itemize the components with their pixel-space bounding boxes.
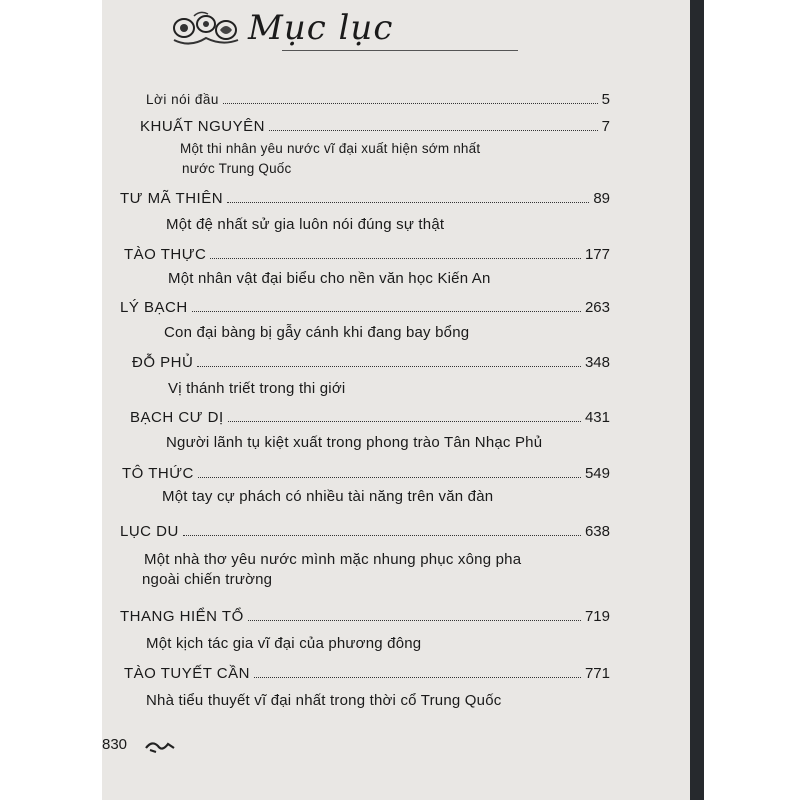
toc-entry-subtitle: ngoài chiến trường bbox=[142, 571, 273, 588]
toc-entry[interactable] bbox=[130, 409, 610, 426]
toc-entry-title: ĐỖ PHỦ bbox=[132, 354, 194, 371]
toc-entry[interactable] bbox=[124, 665, 610, 682]
toc-entry-page: 431 bbox=[584, 409, 610, 426]
toc-entry-title: KHUẤT NGUYÊN bbox=[140, 118, 265, 135]
toc-entry-title: TÀO THỰC bbox=[124, 246, 207, 263]
swirl-ornament-icon bbox=[144, 738, 176, 754]
toc-entry-page: 89 bbox=[593, 190, 610, 207]
dot-leader bbox=[197, 365, 581, 367]
toc-entry-title: THANG HIỂN TỔ bbox=[120, 608, 244, 625]
toc-entry-title: TÔ THỨC bbox=[122, 465, 194, 482]
toc-entry-subtitle: Một tay cự phách có nhiều tài năng trên văn đàn bbox=[162, 488, 494, 505]
dot-leader bbox=[183, 534, 581, 536]
toc-entry-page: 638 bbox=[584, 523, 610, 540]
toc-entry[interactable] bbox=[124, 246, 610, 263]
toc-entry-subtitle: Vị thánh triết trong thi giới bbox=[168, 380, 346, 397]
toc-entry[interactable] bbox=[146, 91, 610, 108]
dot-leader bbox=[223, 102, 598, 104]
toc-entry-page: 5 bbox=[601, 91, 610, 108]
toc-entry-page: 771 bbox=[584, 665, 610, 682]
toc-entry-subtitle: Người lãnh tụ kiệt xuất trong phong trào Tân Nhạc Phủ bbox=[166, 434, 543, 451]
dot-leader bbox=[198, 476, 581, 478]
table-of-contents bbox=[102, 0, 702, 800]
toc-entry-subtitle: Một đệ nhất sử gia luôn nói đúng sự thật bbox=[166, 216, 445, 233]
toc-entry-title: LÝ BẠCH bbox=[120, 299, 188, 316]
toc-entry-title: BẠCH CƯ DỊ bbox=[130, 409, 224, 426]
toc-entry-page: 348 bbox=[584, 354, 610, 371]
page-edge-shadow bbox=[690, 0, 704, 800]
page-title: Mục lục bbox=[248, 8, 394, 48]
dot-leader bbox=[210, 257, 581, 259]
dot-leader bbox=[227, 201, 589, 203]
page-number: 830 bbox=[102, 736, 128, 753]
dot-leader bbox=[248, 619, 581, 621]
toc-entry-title: TƯ MÃ THIÊN bbox=[120, 190, 224, 207]
toc-entry[interactable] bbox=[120, 299, 610, 316]
dot-leader bbox=[254, 676, 581, 678]
toc-entry-title: Lời nói đầu bbox=[146, 92, 219, 107]
toc-entry-page: 177 bbox=[584, 246, 610, 263]
toc-entry-title: TÀO TUYẾT CẦN bbox=[124, 665, 250, 682]
toc-entry[interactable] bbox=[140, 118, 610, 135]
toc-entry-subtitle: Con đại bàng bị gẫy cánh khi đang bay bổng bbox=[164, 324, 470, 341]
dot-leader bbox=[228, 420, 581, 422]
toc-entry-subtitle: Một thi nhân yêu nước vĩ đại xuất hiện sớm nhất bbox=[180, 141, 481, 156]
book-page bbox=[102, 0, 704, 800]
toc-entry-subtitle: Một kịch tác gia vĩ đại của phương đông bbox=[146, 635, 422, 652]
toc-entry[interactable] bbox=[120, 523, 610, 540]
toc-entry-title: LỤC DU bbox=[120, 523, 179, 540]
dot-leader bbox=[269, 129, 598, 131]
toc-entry-page: 549 bbox=[584, 465, 610, 482]
toc-entry-subtitle: Một nhân vật đại biểu cho nền văn học Kiến An bbox=[168, 270, 491, 287]
toc-entry-page: 263 bbox=[584, 299, 610, 316]
toc-entry[interactable] bbox=[132, 354, 610, 371]
toc-entry-subtitle: Nhà tiểu thuyết vĩ đại nhất trong thời cổ Trung Quốc bbox=[146, 692, 502, 709]
toc-entry[interactable] bbox=[120, 608, 610, 625]
toc-entry-page: 7 bbox=[601, 118, 610, 135]
toc-entry[interactable] bbox=[122, 465, 610, 482]
toc-entry-subtitle: nước Trung Quốc bbox=[182, 161, 292, 176]
dot-leader bbox=[192, 310, 581, 312]
toc-entry[interactable] bbox=[120, 190, 610, 207]
toc-entry-page: 719 bbox=[584, 608, 610, 625]
toc-entry-subtitle: Một nhà thơ yêu nước mình mặc nhung phục xông pha bbox=[144, 551, 522, 568]
